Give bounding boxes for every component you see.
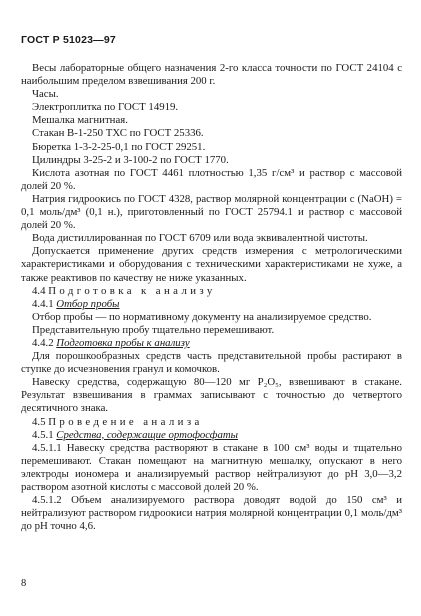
paragraph: Электроплитка по ГОСТ 14919. bbox=[32, 101, 179, 114]
subsection-number: 4.4.1 bbox=[32, 297, 54, 310]
subsection-title: Средства, содержащие ортофосфаты bbox=[56, 428, 238, 441]
paragraph: Цилиндры 3-25-2 и 3-100-2 по ГОСТ 1770. bbox=[32, 153, 229, 166]
section-heading-4-4 bbox=[21, 285, 402, 298]
subsection-title: Подготовка пробы к анализу bbox=[56, 336, 190, 349]
body-text bbox=[21, 62, 402, 533]
document-header: ГОСТ Р 51023—97 bbox=[21, 34, 116, 46]
subsection-heading-4-4-2 bbox=[21, 337, 402, 350]
subsection-title: Отбор пробы bbox=[56, 297, 120, 310]
paragraph: Весы лабораторные общего назначения 2-го класса точности по ГОСТ 24104 с наибольшим пределом взвешивания 200 г. bbox=[21, 62, 402, 88]
page-number: 8 bbox=[21, 578, 27, 589]
paragraph: Отбор пробы — по нормативному документу на анализируемое средство. bbox=[32, 310, 372, 323]
paragraph: Кислота азотная по ГОСТ 4461 плотностью 1,35 г/см³ и раствор с массовой долей 20 %. bbox=[21, 166, 402, 192]
subsection-number: 4.5.1 bbox=[32, 428, 54, 441]
paragraph: Стакан В-1-250 ТХС по ГОСТ 25336. bbox=[32, 127, 204, 140]
paragraph: Навеску средства, содержащую 80—120 мг P₂O₅, взвешивают в стакане. Результат взвешивания в граммах записывают с точностью до четвертого десятичного знака. bbox=[21, 376, 402, 415]
section-number: 4.5 bbox=[32, 415, 46, 428]
paragraph: Часы. bbox=[32, 88, 59, 101]
paragraph: 4.5.1.1 Навеску средства растворяют в стакане в 100 см³ воды и тщательно перемешивают. Стакан помещают на магнитную мешалку, опускают в него электроды иономера и анализируемый раствор нейтрализуют до pH 3,0—3,2 раствором азотной кислоты с массовой долей 20 %. bbox=[21, 441, 402, 493]
paragraph: Натрия гидроокись по ГОСТ 4328, раствор молярной концентрации с (NaOH) = 0,1 моль/дм³ (0,1 н.), приготовленный по ГОСТ 25794.1 и раствор с массовой долей 20 %. bbox=[21, 192, 402, 232]
subsection-heading-4-4-1 bbox=[21, 298, 402, 311]
paragraph: Мешалка магнитная. bbox=[32, 114, 128, 127]
paragraph: 4.5.1.2 Объем анализируемого раствора доводят водой до 150 см³ и нейтрализуют раствором гидроокиси натрия молярной концентрации 0,1 моль/дм³ до pH точно 4,6. bbox=[21, 494, 402, 533]
section-title: Подготовка к анализу bbox=[48, 284, 216, 297]
paragraph: Допускается применение других средств измерения с метрологическими характеристиками и оборудования с техническими характеристиками не хуже, а также реактивов по качеству не ниже указанных. bbox=[21, 245, 402, 284]
section-heading-4-5 bbox=[21, 416, 402, 429]
paragraph: Для порошкообразных средств часть представительной пробы растирают в ступке до исчезновения гранул и комочков. bbox=[21, 350, 402, 376]
subsection-number: 4.4.2 bbox=[32, 336, 54, 349]
section-number: 4.4 bbox=[32, 284, 46, 297]
section-title: Проведение анализа bbox=[48, 415, 203, 428]
paragraph: Представительную пробу тщательно перемешивают. bbox=[32, 323, 275, 336]
paragraph: Вода дистиллированная по ГОСТ 6709 или вода эквивалентной чистоты. bbox=[32, 232, 368, 245]
subsection-heading-4-5-1 bbox=[21, 429, 402, 442]
paragraph: Бюретка 1-3-2-25-0,1 по ГОСТ 29251. bbox=[32, 140, 206, 153]
